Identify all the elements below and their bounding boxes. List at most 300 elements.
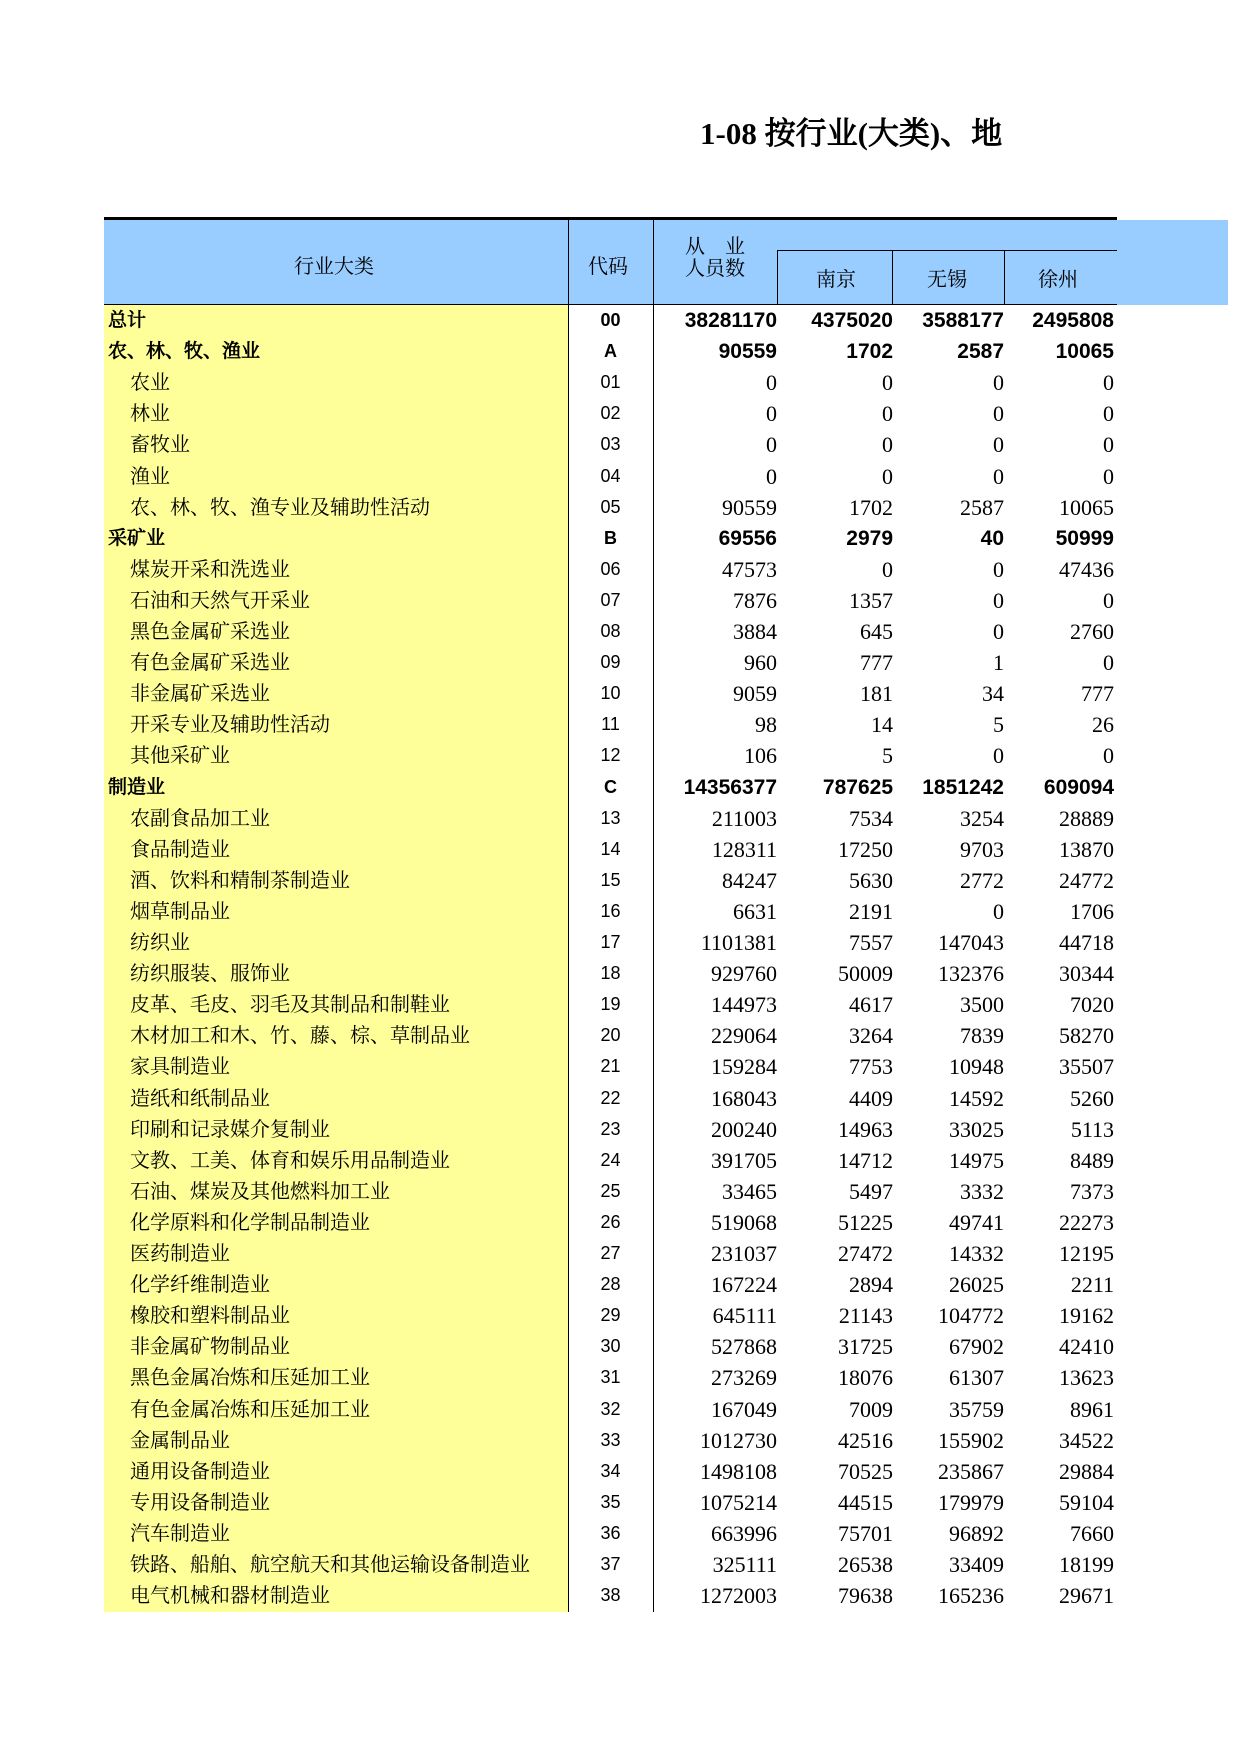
table-row <box>104 1176 1117 1207</box>
value-nanjing: 4375020 <box>811 309 893 332</box>
value-total: 6631 <box>733 899 777 924</box>
value-total: 167049 <box>711 1397 777 1422</box>
value-total: 168043 <box>711 1086 777 1111</box>
value-nanjing: 27472 <box>838 1241 893 1266</box>
industry-name: 黑色金属冶炼和压延加工业 <box>130 1365 370 1389</box>
industry-name: 采矿业 <box>108 527 166 549</box>
value-xuzhou: 2495808 <box>1032 309 1114 332</box>
title-container <box>700 108 1120 160</box>
value-xuzhou: 50999 <box>1055 527 1114 550</box>
value-wuxi: 14332 <box>949 1241 1004 1266</box>
industry-code: 11 <box>601 714 620 734</box>
value-wuxi: 3332 <box>960 1179 1004 1204</box>
value-total: 1498108 <box>700 1459 777 1484</box>
value-nanjing: 79638 <box>838 1583 893 1608</box>
value-nanjing: 0 <box>882 464 893 489</box>
table-row <box>104 678 1117 709</box>
table-header <box>104 220 1228 305</box>
industry-code: 23 <box>600 1119 621 1139</box>
value-xuzhou: 7373 <box>1070 1179 1114 1204</box>
value-total: 1101381 <box>700 930 777 955</box>
value-nanjing: 1357 <box>849 588 893 613</box>
industry-code: 00 <box>600 310 621 330</box>
value-total: 231037 <box>711 1241 777 1266</box>
industry-name: 石油和天然气开采业 <box>130 588 310 612</box>
value-wuxi: 61307 <box>949 1365 1004 1390</box>
header-industry: 行业大类 <box>294 254 374 278</box>
value-total: 273269 <box>711 1365 777 1390</box>
value-xuzhou: 8961 <box>1070 1397 1114 1422</box>
table-row <box>104 772 1117 803</box>
table-row <box>104 1518 1117 1549</box>
industry-name: 电气机械和器材制造业 <box>130 1583 330 1607</box>
value-total: 929760 <box>711 961 777 986</box>
value-total: 0 <box>766 464 777 489</box>
value-xuzhou: 0 <box>1103 370 1114 395</box>
industry-name: 农副食品加工业 <box>130 806 270 830</box>
industry-code: 01 <box>600 372 621 392</box>
value-xuzhou: 10065 <box>1055 340 1114 363</box>
industry-name: 食品制造业 <box>130 837 230 861</box>
industry-code: 10 <box>600 683 621 703</box>
table-row <box>104 1269 1117 1300</box>
value-xuzhou: 58270 <box>1059 1023 1114 1048</box>
value-total: 69556 <box>718 527 777 550</box>
value-xuzhou: 1706 <box>1070 899 1114 924</box>
value-total: 47573 <box>722 557 777 582</box>
value-wuxi: 67902 <box>949 1334 1004 1359</box>
value-xuzhou: 0 <box>1103 401 1114 426</box>
header-city-xuzhou: 徐州 <box>1038 267 1078 291</box>
value-wuxi: 0 <box>993 588 1004 613</box>
value-wuxi: 9703 <box>960 837 1004 862</box>
value-nanjing: 5630 <box>849 868 893 893</box>
value-nanjing: 44515 <box>838 1490 893 1515</box>
value-nanjing: 7534 <box>849 806 893 831</box>
industry-name: 总计 <box>108 309 147 331</box>
header-divider-3 <box>777 250 778 305</box>
value-total: 211003 <box>711 806 777 831</box>
industry-name: 通用设备制造业 <box>130 1459 270 1483</box>
value-wuxi: 179979 <box>938 1490 1004 1515</box>
table-row <box>104 1362 1117 1393</box>
value-xuzhou: 2760 <box>1070 619 1114 644</box>
table-row <box>104 398 1117 429</box>
industry-name: 非金属矿物制品业 <box>130 1334 290 1358</box>
industry-code: 32 <box>600 1399 621 1419</box>
value-total: 90559 <box>722 495 777 520</box>
value-xuzhou: 28889 <box>1059 806 1114 831</box>
value-nanjing: 21143 <box>838 1303 893 1328</box>
value-wuxi: 1 <box>993 650 1004 675</box>
table-row <box>104 896 1117 927</box>
industry-code: 33 <box>600 1430 621 1450</box>
value-wuxi: 155902 <box>938 1428 1004 1453</box>
value-xuzhou: 34522 <box>1059 1428 1114 1453</box>
industry-name: 橡胶和塑料制品业 <box>130 1303 290 1327</box>
industry-name: 化学纤维制造业 <box>130 1272 270 1296</box>
industry-name: 铁路、船舶、航空航天和其他运输设备制造业 <box>130 1552 530 1576</box>
value-total: 325111 <box>712 1552 777 1577</box>
industry-code: 09 <box>600 652 621 672</box>
value-wuxi: 34 <box>982 681 1004 706</box>
industry-code: 18 <box>600 963 621 983</box>
value-xuzhou: 47436 <box>1059 557 1114 582</box>
industry-code: 29 <box>600 1305 621 1325</box>
industry-code: 04 <box>600 466 621 486</box>
industry-code: 16 <box>600 901 621 921</box>
value-nanjing: 0 <box>882 432 893 457</box>
value-xuzhou: 24772 <box>1059 868 1114 893</box>
industry-name: 石油、煤炭及其他燃料加工业 <box>130 1179 390 1203</box>
value-wuxi: 33409 <box>949 1552 1004 1577</box>
header-divider-1 <box>568 220 569 305</box>
industry-code: 02 <box>600 403 621 423</box>
value-total: 1272003 <box>700 1583 777 1608</box>
value-total: 391705 <box>711 1148 777 1173</box>
value-nanjing: 51225 <box>838 1210 893 1235</box>
industry-name: 制造业 <box>108 776 166 798</box>
value-xuzhou: 19162 <box>1059 1303 1114 1328</box>
industry-code: 13 <box>600 808 621 828</box>
industry-code: 06 <box>600 559 621 579</box>
industry-code: A <box>604 341 617 361</box>
value-wuxi: 0 <box>993 619 1004 644</box>
value-xuzhou: 13870 <box>1059 837 1114 862</box>
value-total: 527868 <box>711 1334 777 1359</box>
value-nanjing: 1702 <box>849 495 893 520</box>
industry-code: 15 <box>600 870 621 890</box>
value-xuzhou: 29671 <box>1059 1583 1114 1608</box>
value-xuzhou: 609094 <box>1043 776 1114 799</box>
industry-name: 有色金属冶炼和压延加工业 <box>130 1397 370 1421</box>
value-wuxi: 3500 <box>960 992 1004 1017</box>
value-wuxi: 40 <box>980 527 1004 550</box>
industry-name: 林业 <box>130 401 170 425</box>
value-wuxi: 96892 <box>949 1521 1004 1546</box>
industry-code: 27 <box>600 1243 621 1263</box>
value-wuxi: 0 <box>993 743 1004 768</box>
table-row <box>104 336 1117 367</box>
value-xuzhou: 10065 <box>1059 495 1114 520</box>
value-total: 9059 <box>733 681 777 706</box>
table-row <box>104 616 1117 647</box>
header-city-wuxi: 无锡 <box>927 267 967 291</box>
industry-name: 专用设备制造业 <box>130 1490 270 1514</box>
industry-name: 酒、饮料和精制茶制造业 <box>130 868 350 892</box>
value-xuzhou: 22273 <box>1059 1210 1114 1235</box>
table-row <box>104 1207 1117 1238</box>
value-xuzhou: 7020 <box>1070 992 1114 1017</box>
value-nanjing: 17250 <box>838 837 893 862</box>
table-row <box>104 1238 1117 1269</box>
table-row <box>104 647 1117 678</box>
value-xuzhou: 59104 <box>1059 1490 1114 1515</box>
value-nanjing: 7753 <box>849 1054 893 1079</box>
value-xuzhou: 2211 <box>1070 1272 1114 1297</box>
value-total: 38281170 <box>684 309 777 332</box>
value-total: 98 <box>755 712 777 737</box>
industry-code: 20 <box>600 1025 621 1045</box>
value-total: 1075214 <box>700 1490 777 1515</box>
value-total: 1012730 <box>700 1428 777 1453</box>
value-xuzhou: 42410 <box>1059 1334 1114 1359</box>
value-total: 90559 <box>718 340 777 363</box>
header-code: 代码 <box>588 254 628 278</box>
value-wuxi: 0 <box>993 464 1004 489</box>
table-row <box>104 492 1117 523</box>
industry-name: 农、林、牧、渔专业及辅助性活动 <box>130 495 430 519</box>
table-row <box>104 1114 1117 1145</box>
industry-name: 纺织业 <box>130 930 190 954</box>
table-row <box>104 958 1117 989</box>
value-xuzhou: 13623 <box>1059 1365 1114 1390</box>
header-employees-line1: 从 业 <box>685 234 745 258</box>
value-total: 167224 <box>711 1272 777 1297</box>
industry-name: 非金属矿采选业 <box>130 681 270 705</box>
value-total: 0 <box>766 432 777 457</box>
industry-code: 07 <box>600 590 621 610</box>
table-row <box>104 1051 1117 1082</box>
table-row <box>104 709 1117 740</box>
value-wuxi: 7839 <box>960 1023 1004 1048</box>
value-wuxi: 2587 <box>960 495 1004 520</box>
value-nanjing: 645 <box>860 619 893 644</box>
industry-name: 有色金属矿采选业 <box>130 650 290 674</box>
value-nanjing: 787625 <box>822 776 893 799</box>
table-row <box>104 803 1117 834</box>
table-row <box>104 1083 1117 1114</box>
industry-code: 14 <box>600 839 621 859</box>
table-row <box>104 523 1117 554</box>
value-nanjing: 14 <box>871 712 893 737</box>
table-row <box>104 367 1117 398</box>
value-total: 519068 <box>711 1210 777 1235</box>
industry-name: 渔业 <box>130 464 170 488</box>
industry-code: 25 <box>600 1181 621 1201</box>
industry-name: 黑色金属矿采选业 <box>130 619 290 643</box>
value-wuxi: 10948 <box>949 1054 1004 1079</box>
header-employees-line2: 人员数 <box>685 256 745 280</box>
table-row <box>104 585 1117 616</box>
industry-code: 38 <box>600 1585 621 1605</box>
page-title: 1-08 按行业(大类)、地 <box>700 116 1003 151</box>
value-wuxi: 35759 <box>949 1397 1004 1422</box>
industry-code: 31 <box>600 1367 621 1387</box>
table-row <box>104 1331 1117 1362</box>
value-nanjing: 14963 <box>838 1117 893 1142</box>
value-wuxi: 1851242 <box>922 776 1004 799</box>
value-total: 7876 <box>733 588 777 613</box>
value-nanjing: 181 <box>860 681 893 706</box>
value-total: 33465 <box>722 1179 777 1204</box>
table-row <box>104 305 1117 336</box>
value-xuzhou: 29884 <box>1059 1459 1114 1484</box>
header-city-nanjing: 南京 <box>816 267 856 291</box>
table-row <box>104 1425 1117 1456</box>
industry-code: 28 <box>600 1274 621 1294</box>
industry-name: 农业 <box>130 370 170 394</box>
value-total: 144973 <box>711 992 777 1017</box>
value-nanjing: 31725 <box>838 1334 893 1359</box>
industry-code: 22 <box>600 1088 621 1108</box>
value-wuxi: 0 <box>993 557 1004 582</box>
industry-code: B <box>604 528 617 548</box>
value-total: 128311 <box>711 837 777 862</box>
table-row <box>104 740 1117 771</box>
value-total: 229064 <box>711 1023 777 1048</box>
value-wuxi: 2772 <box>960 868 1004 893</box>
value-total: 0 <box>766 401 777 426</box>
value-wuxi: 0 <box>993 432 1004 457</box>
industry-code: 17 <box>600 932 621 952</box>
value-xuzhou: 30344 <box>1059 961 1114 986</box>
industry-code: 08 <box>600 621 621 641</box>
value-nanjing: 5 <box>882 743 893 768</box>
industry-code: C <box>604 777 617 797</box>
table-row <box>104 461 1117 492</box>
value-nanjing: 5497 <box>849 1179 893 1204</box>
industry-name: 汽车制造业 <box>130 1521 230 1545</box>
value-nanjing: 2979 <box>846 527 893 550</box>
value-wuxi: 0 <box>993 899 1004 924</box>
value-xuzhou: 5260 <box>1070 1086 1114 1111</box>
value-nanjing: 50009 <box>838 961 893 986</box>
value-total: 645111 <box>712 1303 777 1328</box>
value-nanjing: 3264 <box>849 1023 893 1048</box>
table-row <box>104 1300 1117 1331</box>
industry-code: 19 <box>600 994 621 1014</box>
value-nanjing: 4617 <box>849 992 893 1017</box>
value-wuxi: 147043 <box>938 930 1004 955</box>
value-wuxi: 33025 <box>949 1117 1004 1142</box>
value-xuzhou: 0 <box>1103 743 1114 768</box>
value-nanjing: 777 <box>860 650 893 675</box>
header-subline <box>777 250 1117 251</box>
industry-name: 医药制造业 <box>130 1241 230 1265</box>
value-total: 84247 <box>722 868 777 893</box>
value-xuzhou: 18199 <box>1059 1552 1114 1577</box>
industry-code: 36 <box>600 1523 621 1543</box>
value-wuxi: 235867 <box>938 1459 1004 1484</box>
value-wuxi: 14592 <box>949 1086 1004 1111</box>
table-row <box>104 927 1117 958</box>
header-divider-2 <box>653 220 654 305</box>
value-wuxi: 3254 <box>960 806 1004 831</box>
value-total: 159284 <box>711 1054 777 1079</box>
value-nanjing: 18076 <box>838 1365 893 1390</box>
industry-code: 21 <box>600 1056 621 1076</box>
value-wuxi: 104772 <box>938 1303 1004 1328</box>
table-row <box>104 989 1117 1020</box>
table-row <box>104 429 1117 460</box>
value-xuzhou: 12195 <box>1059 1241 1114 1266</box>
value-wuxi: 5 <box>993 712 1004 737</box>
value-xuzhou: 0 <box>1103 588 1114 613</box>
value-nanjing: 0 <box>882 557 893 582</box>
value-wuxi: 0 <box>993 401 1004 426</box>
table-row <box>104 865 1117 896</box>
value-wuxi: 132376 <box>938 961 1004 986</box>
industry-name: 文教、工美、体育和娱乐用品制造业 <box>130 1148 450 1172</box>
industry-code: 26 <box>600 1212 621 1232</box>
industry-name: 造纸和纸制品业 <box>130 1086 270 1110</box>
value-total: 106 <box>744 743 777 768</box>
table-row <box>104 1549 1117 1580</box>
value-xuzhou: 777 <box>1081 681 1114 706</box>
value-wuxi: 49741 <box>949 1210 1004 1235</box>
value-wuxi: 3588177 <box>922 309 1004 332</box>
table-row <box>104 1487 1117 1518</box>
industry-name: 化学原料和化学制品制造业 <box>130 1210 370 1234</box>
table-row <box>104 1145 1117 1176</box>
industry-code: 37 <box>600 1554 621 1574</box>
value-nanjing: 1702 <box>846 340 893 363</box>
value-nanjing: 14712 <box>838 1148 893 1173</box>
value-xuzhou: 7660 <box>1070 1521 1114 1546</box>
industry-code: 03 <box>600 434 621 454</box>
header-divider-4 <box>892 250 893 305</box>
industry-name: 其他采矿业 <box>130 743 230 767</box>
industry-code: 34 <box>600 1461 621 1481</box>
value-total: 960 <box>744 650 777 675</box>
table-row <box>104 1456 1117 1487</box>
value-nanjing: 7009 <box>849 1397 893 1422</box>
value-nanjing: 2191 <box>849 899 893 924</box>
industry-name: 煤炭开采和洗选业 <box>130 557 290 581</box>
industry-code: 05 <box>600 497 621 517</box>
table-row <box>104 834 1117 865</box>
value-xuzhou: 26 <box>1092 712 1114 737</box>
value-nanjing: 26538 <box>838 1552 893 1577</box>
value-xuzhou: 0 <box>1103 464 1114 489</box>
value-nanjing: 7557 <box>849 930 893 955</box>
header-divider-5 <box>1004 250 1005 305</box>
value-total: 3884 <box>733 619 777 644</box>
table-row <box>104 1020 1117 1051</box>
value-total: 663996 <box>711 1521 777 1546</box>
value-nanjing: 70525 <box>838 1459 893 1484</box>
value-total: 14356377 <box>683 776 777 799</box>
value-nanjing: 75701 <box>838 1521 893 1546</box>
industry-name: 木材加工和木、竹、藤、棕、草制品业 <box>130 1023 470 1047</box>
table-row <box>104 1394 1117 1425</box>
industry-name: 家具制造业 <box>130 1054 230 1078</box>
value-wuxi: 14975 <box>949 1148 1004 1173</box>
value-xuzhou: 0 <box>1103 432 1114 457</box>
value-wuxi: 0 <box>993 370 1004 395</box>
industry-code: 30 <box>600 1336 621 1356</box>
value-nanjing: 2894 <box>849 1272 893 1297</box>
industry-name: 金属制品业 <box>130 1428 230 1452</box>
value-xuzhou: 35507 <box>1059 1054 1114 1079</box>
industry-name: 开采专业及辅助性活动 <box>130 712 330 736</box>
value-xuzhou: 44718 <box>1059 930 1114 955</box>
table-row <box>104 554 1117 585</box>
value-wuxi: 165236 <box>938 1583 1004 1608</box>
industry-name: 印刷和记录媒介复制业 <box>130 1117 330 1141</box>
value-wuxi: 2587 <box>957 340 1004 363</box>
value-nanjing: 0 <box>882 370 893 395</box>
value-wuxi: 26025 <box>949 1272 1004 1297</box>
industry-name: 烟草制品业 <box>130 899 230 923</box>
industry-name: 畜牧业 <box>130 432 190 456</box>
industry-code: 24 <box>600 1150 621 1170</box>
value-nanjing: 4409 <box>849 1086 893 1111</box>
table-row <box>104 1580 1117 1611</box>
value-nanjing: 0 <box>882 401 893 426</box>
value-xuzhou: 0 <box>1103 650 1114 675</box>
